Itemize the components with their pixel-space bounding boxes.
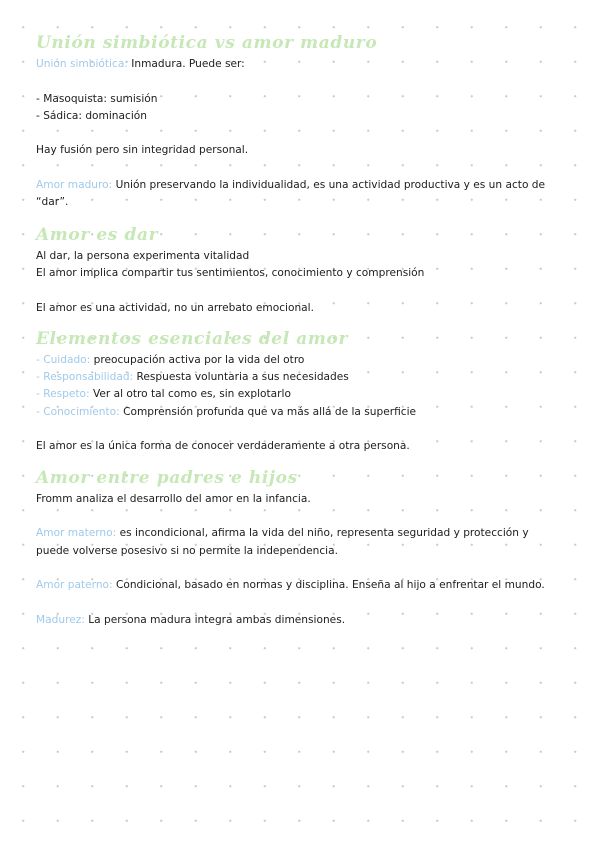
amor-materno-definition [36, 525, 552, 560]
notes-page [36, 30, 552, 629]
heading-elementos-esenciales: Elementos esenciales del amor [36, 328, 349, 349]
spacer [36, 282, 552, 299]
spacer [36, 560, 552, 577]
spacer [36, 508, 552, 525]
spacer [36, 421, 552, 438]
simbiotica-definition [36, 56, 552, 73]
list-item-masoquista: - Masoquista: sumisión [36, 92, 158, 105]
madurez-definition [36, 612, 552, 629]
elementos-conclusion: El amor es la única forma de conocer verdaderamente a otra persona. [36, 440, 410, 453]
amor-materno-label: Amor materno: [36, 527, 117, 540]
dar-line-compartir: El amor implica compartir tus sentimientos, conocimiento y comprensión [36, 266, 425, 279]
spacer [36, 73, 552, 90]
spacer [36, 594, 552, 611]
simbiotica-label: Unión simbiótica: [36, 58, 128, 70]
element-text: preocupación activa por la vida del otro [93, 353, 305, 366]
list-item-cuidado [36, 352, 552, 369]
heading-union-simbiotica: Unión simbiótica vs amor maduro [36, 33, 378, 53]
amor-maduro-label: Amor maduro: [36, 179, 113, 192]
amor-maduro-definition [36, 177, 552, 212]
spacer [36, 125, 552, 142]
fusion-statement: Hay fusión pero sin integridad personal. [36, 144, 249, 157]
list-item-sadica: - Sádica: dominación [36, 109, 147, 122]
list-item-responsabilidad [36, 369, 552, 386]
heading-amor-padres-hijos: Amor entre padres e hijos [36, 467, 298, 488]
element-text: Ver al otro tal como es, sin explotarlo [92, 388, 291, 401]
element-label: - Respeto: [36, 388, 90, 401]
madurez-text: La persona madura integra ambas dimensiones. [88, 613, 346, 626]
dar-line-vitalidad: Al dar, la persona experimenta vitalidad [36, 249, 250, 262]
padres-intro: Fromm analiza el desarrollo del amor en la infancia. [36, 492, 311, 505]
element-label: - Cuidado: [36, 353, 91, 366]
amor-materno-text: es incondicional, afirma la vida del niño, representa seguridad y protección y puede volverse posesivo si no permite la independencia. [36, 527, 529, 557]
amor-paterno-label: Amor paterno: [36, 579, 113, 592]
heading-amor-es-dar: Amor es dar [36, 224, 159, 245]
madurez-label: Madurez: [36, 613, 85, 626]
dar-line-actividad: El amor es una actividad, no un arrebato emocional. [36, 301, 314, 314]
amor-paterno-definition [36, 577, 552, 594]
spacer [36, 160, 552, 177]
simbiotica-text: Inmadura. Puede ser: [131, 58, 245, 70]
amor-paterno-text: Condicional, basado en normas y disciplina. Enseña al hijo a enfrentar el mundo. [115, 579, 545, 592]
amor-maduro-text: Unión preservando la individualidad, es una actividad productiva y es un acto de “dar”. [36, 179, 546, 209]
element-text: Comprensión profunda que va más allá de la superficie [123, 405, 417, 418]
element-text: Respuesta voluntaria a sus necesidades [136, 371, 349, 384]
list-item-respeto [36, 386, 552, 403]
element-label: - Conocimiento: [36, 405, 120, 418]
list-item-conocimiento [36, 404, 552, 421]
element-label: - Responsabilidad: [36, 371, 134, 384]
